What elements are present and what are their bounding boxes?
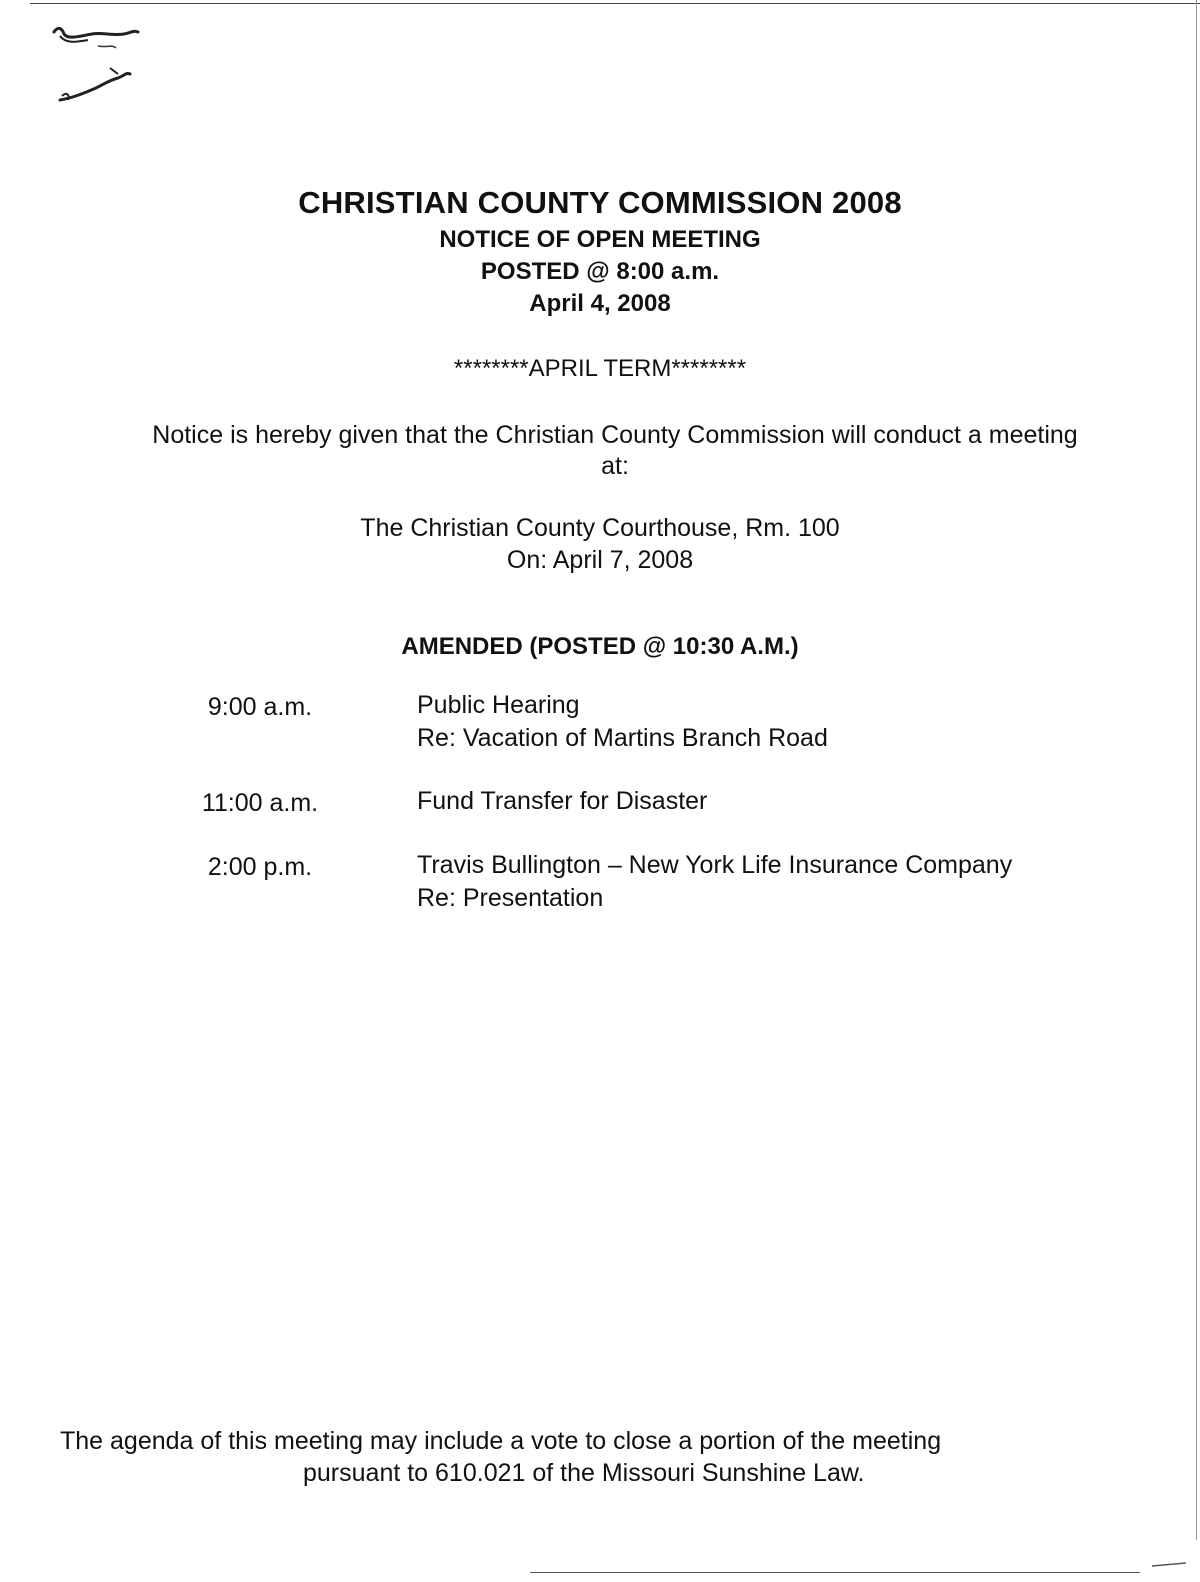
top-edge-rule (30, 3, 1200, 4)
posted-time: POSTED @ 8:00 a.m. (480, 258, 720, 285)
footer-note (60, 1425, 1060, 1489)
amended-heading: AMENDED (POSTED @ 10:30 A.M.) (401, 633, 799, 660)
handwritten-initials (40, 14, 150, 114)
agenda-item (417, 689, 828, 755)
corner-scan-mark (1150, 1560, 1190, 1574)
agenda-item-detail: Re: Presentation (417, 884, 604, 912)
posted-date: April 4, 2008 (529, 290, 671, 317)
page-title: CHRISTIAN COUNTY COMMISSION 2008 (298, 185, 902, 220)
agenda-time: 9:00 a.m. (207, 693, 313, 721)
agenda-time: 11:00 a.m. (201, 789, 319, 817)
meeting-location: The Christian County Courthouse, Rm. 100 (360, 514, 840, 542)
term-banner: ********APRIL TERM******** (453, 355, 747, 382)
agenda-item-title: Public Hearing (417, 691, 580, 719)
agenda-item-title: Travis Bullington – New York Life Insurance Company (417, 851, 1013, 879)
bottom-edge-rule (530, 1572, 1140, 1573)
agenda-item (417, 849, 1012, 915)
footer-line-2: pursuant to 610.021 of the Missouri Sunshine Law. (303, 1459, 865, 1487)
agenda-item-detail: Re: Vacation of Martins Branch Road (417, 724, 828, 752)
notice-subtitle: NOTICE OF OPEN MEETING (439, 226, 761, 253)
agenda-time: 2:00 p.m. (207, 853, 313, 881)
agenda-item (417, 785, 707, 818)
footer-line-1: The agenda of this meeting may include a vote to close a portion of the meeting (60, 1427, 942, 1455)
meeting-date: On: April 7, 2008 (506, 546, 694, 574)
agenda-item-title: Fund Transfer for Disaster (417, 787, 708, 815)
notice-paragraph: Notice is hereby given that the Christian County Commission will conduct a meeting at: (152, 421, 1078, 480)
